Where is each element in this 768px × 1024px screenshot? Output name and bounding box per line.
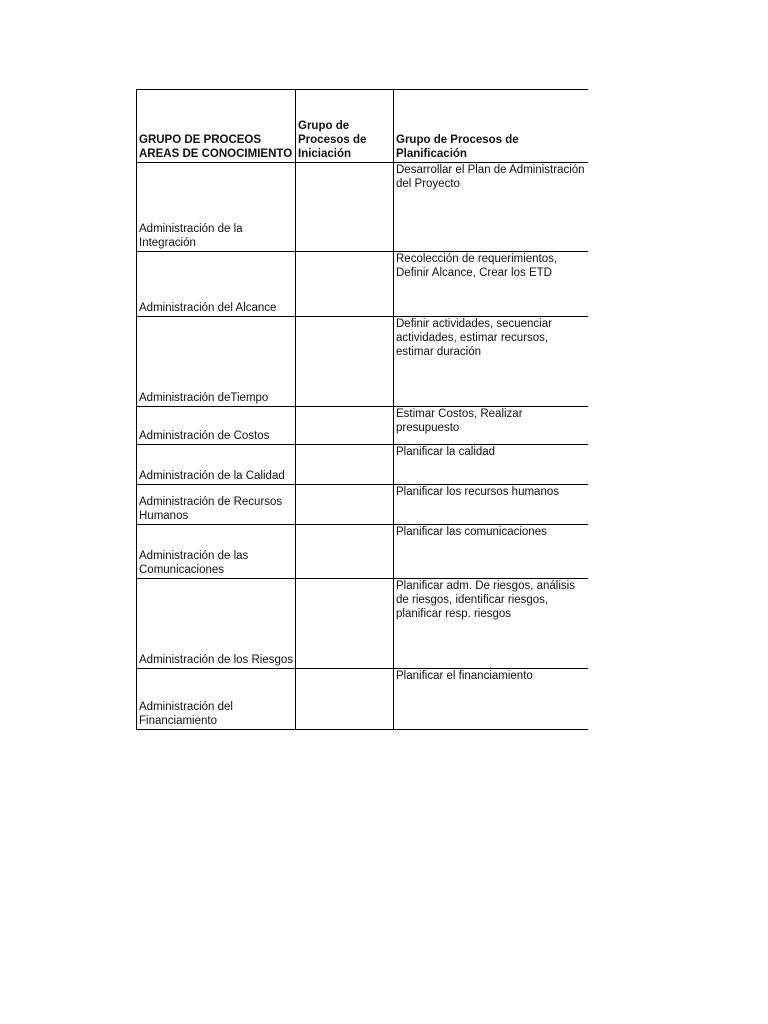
header-planning-group: Grupo de Procesos de Planificación (394, 90, 588, 163)
table-row (137, 163, 588, 252)
planning-cell: Definir actividades, secuenciar actividades, estimar recursos, estimar duración (394, 317, 588, 407)
area-cell: Administración de los Riesgos (137, 579, 296, 669)
table-row (137, 669, 588, 730)
initiation-cell (296, 579, 394, 669)
planning-cell: Planificar el financiamiento (394, 669, 588, 730)
area-cell: Administración de Recursos Humanos (137, 485, 296, 525)
planning-cell: Recolección de requerimientos, Definir Alcance, Crear los ETD (394, 252, 588, 317)
table-row (137, 445, 588, 485)
area-cell: Administración deTiempo (137, 317, 296, 407)
planning-cell: Planificar la calidad (394, 445, 588, 485)
area-cell: Administración de Costos (137, 407, 296, 445)
area-cell: Administración de las Comunicaciones (137, 525, 296, 579)
area-cell: Administración de la Integración (137, 163, 296, 252)
table-row (137, 407, 588, 445)
table-row (137, 252, 588, 317)
planning-cell: Desarrollar el Plan de Administración del Proyecto (394, 163, 588, 252)
process-groups-table (136, 89, 588, 730)
table-row (137, 579, 588, 669)
table-row (137, 525, 588, 579)
header-initiation-group: Grupo de Procesos de Iniciación (296, 90, 394, 163)
area-cell: Administración de la Calidad (137, 445, 296, 485)
header-col1-line1: GRUPO DE PROCEOS (139, 134, 262, 146)
planning-cell: Planificar los recursos humanos (394, 485, 588, 525)
planning-cell: Planificar las comunicaciones (394, 525, 588, 579)
initiation-cell (296, 407, 394, 445)
initiation-cell (296, 525, 394, 579)
table-row (137, 485, 588, 525)
initiation-cell (296, 252, 394, 317)
initiation-cell (296, 485, 394, 525)
planning-cell: Planificar adm. De riesgos, análisis de riesgos, identificar riesgos, planificar resp. riesgos (394, 579, 588, 669)
initiation-cell (296, 445, 394, 485)
header-col1-line2: AREAS DE CONOCIMIENTO (139, 148, 293, 160)
table-row (137, 317, 588, 407)
initiation-cell (296, 317, 394, 407)
initiation-cell (296, 163, 394, 252)
area-cell: Administración del Alcance (137, 252, 296, 317)
initiation-cell (296, 669, 394, 730)
planning-cell: Estimar Costos, Realizar presupuesto (394, 407, 588, 445)
header-knowledge-areas (137, 90, 296, 163)
table-header-row (137, 90, 588, 163)
area-cell: Administración del Financiamiento (137, 669, 296, 730)
